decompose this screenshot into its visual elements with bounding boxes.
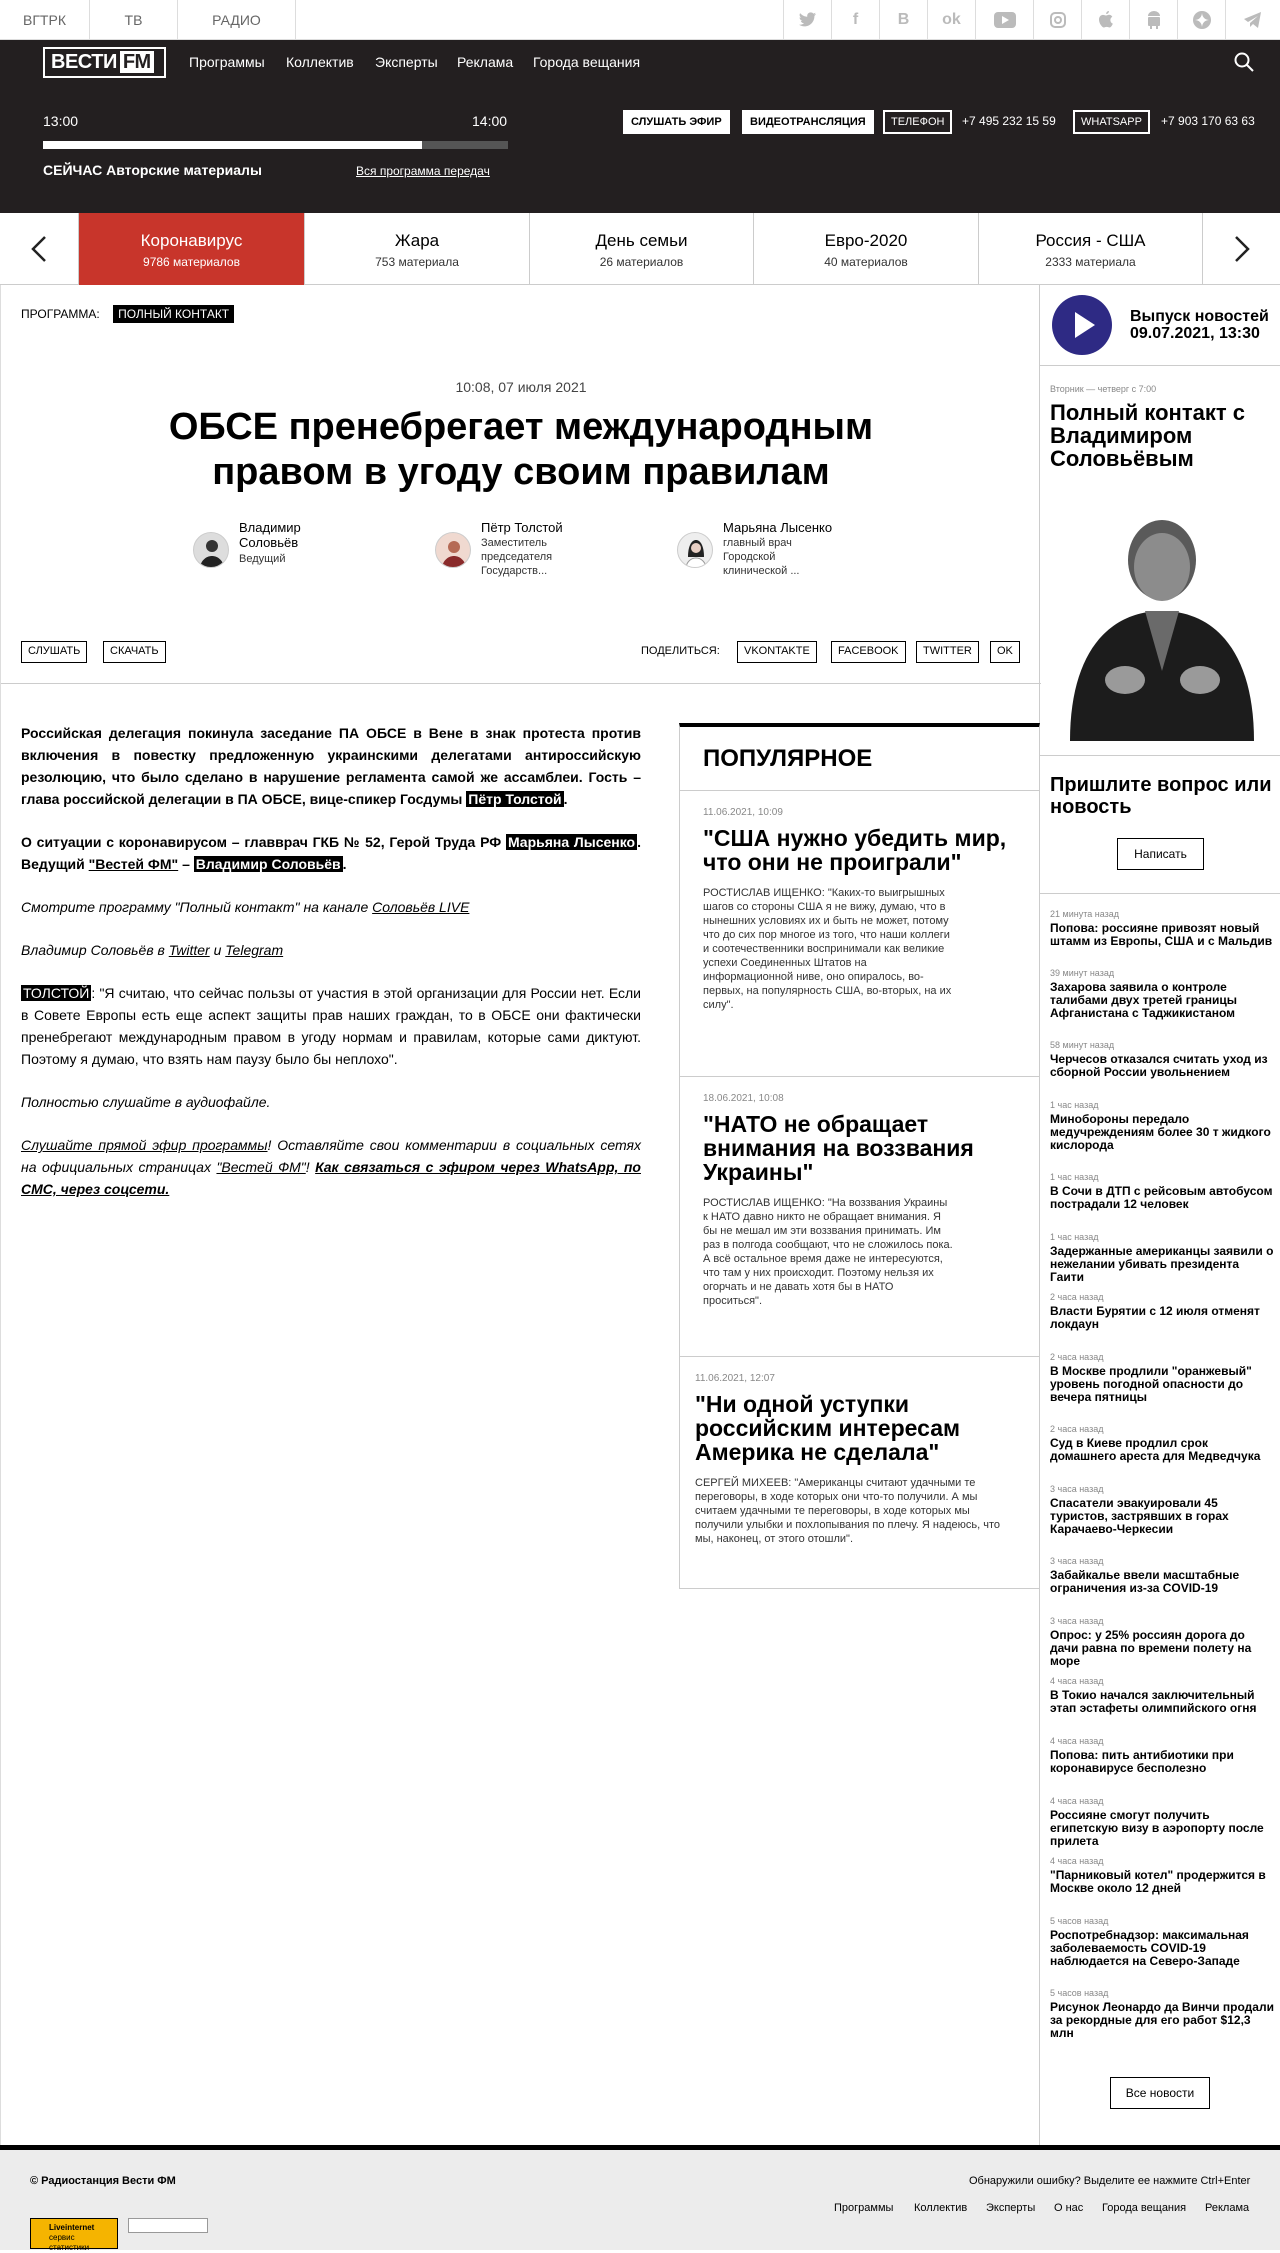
guest-link[interactable]: Пётр Толстой (468, 791, 562, 807)
paragraph-text: Российская делегация покинула заседание ПА ОБСЕ в Вене в знак протеста против включения в повестку предложенную украинскими делегатами антироссийскую резолюцию, что было сделано в нарушение регламента самой же ассамблеи. Гость – глава российской делегации в ПА ОБСЕ, вице-спикер Госдумы (21, 725, 641, 807)
news-title: Захарова заявила о контроле талибами двух третей границы Афганистана с Таджикистаном (1050, 980, 1237, 1020)
error-notice: Обнаружили ошибку? Выделите ее нажмите Ctrl+Enter (969, 2175, 1251, 2187)
sidebar (1040, 285, 1280, 2145)
avatar (677, 532, 713, 568)
news-title: Рисунок Леонардо да Винчи продали за рекордные для его работ $12,3 млн (1050, 2000, 1274, 2040)
news-title: В Москве продлили "оранжевый" уровень погодной опасности до вечера пятницы (1050, 1364, 1252, 1404)
zen-icon[interactable] (1177, 0, 1225, 40)
time-end: 14:00 (472, 113, 508, 129)
paragraph (21, 896, 641, 918)
news-title: Попова: пить антибиотики при коронавирусе бесполезно (1050, 1748, 1234, 1775)
news-item[interactable] (1050, 1676, 1276, 1715)
news-title: Суд в Киеве продлил срок домашнего ареста для Медведчука (1050, 1436, 1261, 1463)
news-title: В Сочи в ДТП с рейсовым автобусом пострадали 12 человек (1050, 1184, 1273, 1211)
news-item[interactable] (1050, 1988, 1276, 2040)
news-title: В Токио начался заключительный этап эстафеты олимпийского огня (1050, 1688, 1257, 1715)
logo[interactable] (43, 47, 166, 78)
ok-icon[interactable]: ok (927, 0, 975, 40)
news-item[interactable] (1050, 1292, 1276, 1331)
nav-team[interactable]: Коллектив (286, 54, 354, 70)
popular-date: 18.06.2021, 10:08 (703, 1093, 784, 1104)
logo-text-a: ВЕСТИ (51, 51, 117, 73)
instagram-icon[interactable] (1033, 0, 1081, 40)
paragraph: Полностью слушайте в аудиофайле. (21, 1094, 271, 1110)
news-title: Минобороны передало медучреждениям более 30 т жидкого кислорода (1050, 1112, 1271, 1152)
whatsapp-number[interactable]: +7 903 170 63 63 (1161, 114, 1255, 128)
popular-title: "НАТО не обращает внимания на воззвания Украины" (703, 1111, 974, 1185)
play-icon[interactable] (1052, 295, 1112, 355)
news-item[interactable] (1050, 1040, 1276, 1079)
avatar (193, 532, 229, 568)
program-title[interactable]: Полный контакт с Владимиром Соловьёвым (1050, 400, 1245, 471)
popular-title: "США нужно убедить мир, что они не проиграли" (703, 825, 1007, 875)
listen-button[interactable]: СЛУШАТЬ (21, 641, 87, 663)
author-card[interactable] (677, 520, 837, 590)
inline-link[interactable]: "Вестей ФМ" (216, 1159, 306, 1175)
news-time: 5 часов назад (1050, 1988, 1109, 1998)
popular-item[interactable] (680, 790, 1039, 1076)
topics-carousel (0, 213, 1280, 285)
youtube-icon[interactable] (975, 0, 1033, 40)
news-time: 1 час назад (1050, 1100, 1099, 1110)
news-title: Задержанные американцы заявили о нежелании убивать президента Гаити (1050, 1244, 1274, 1284)
logo-text-b: FM (120, 51, 154, 73)
next-arrow-icon[interactable] (1202, 213, 1280, 285)
progress-fill (43, 141, 422, 149)
news-time: 39 минут назад (1050, 968, 1115, 978)
copyright: © Радиостанция Вести ФМ (30, 2175, 176, 2187)
nav-experts[interactable]: Эксперты (375, 54, 438, 70)
twitter-icon[interactable] (783, 0, 831, 40)
footer-nav-cities[interactable]: Города вещания (1102, 2202, 1187, 2214)
topic-count: 753 материала (375, 255, 459, 269)
now-label: СЕЙЧАС (43, 162, 103, 178)
ask-title: Пришлите вопрос или новость (1050, 774, 1272, 818)
news-item[interactable] (1050, 1232, 1276, 1284)
apple-icon[interactable] (1081, 0, 1129, 40)
author-role: главный врач Городской клинической ... (723, 537, 800, 577)
liveinternet-counter[interactable] (30, 2218, 118, 2252)
divider (1040, 755, 1280, 756)
topic-item[interactable] (753, 213, 978, 285)
news-title: Черчесов отказался считать уход из сборной России увольнением (1050, 1052, 1268, 1079)
news-item[interactable] (1050, 1616, 1276, 1668)
popular-text: РОСТИСЛАВ ИЩЕНКО: "На воззвания Украины к НАТО давно никто не обращает внимания. Я бы не мешал им эти воззвания принимать. Им раз в полгода сообщают, что не сложилось пока. А всё остальное время даже не интересуются, что там у них происходит. Поэтому нельзя их огорчать и не давать хотя бы в НАТО проситься". (703, 1197, 953, 1307)
popular-heading: ПОПУЛЯРНОЕ (703, 745, 873, 772)
news-time: 2 часа назад (1050, 1352, 1104, 1362)
news-time: 21 минута назад (1050, 909, 1119, 919)
news-release[interactable] (1130, 308, 1269, 342)
inline-link[interactable]: Соловьёв LIVE (372, 899, 470, 915)
share-ok-button[interactable]: OK (990, 641, 1020, 663)
divider (1040, 365, 1280, 366)
topic-title: Евро-2020 (824, 231, 908, 250)
news-title: Забайкалье ввели масштабные ограничения из-за COVID-19 (1050, 1568, 1240, 1595)
topic-title: Коронавирус (140, 231, 243, 250)
news-title: Роспотребнадзор: максимальная заболеваемость COVID-19 наблюдается на Северо-Западе (1050, 1928, 1249, 1968)
whatsapp-label: WHATSAPP (1073, 110, 1150, 134)
paragraph (21, 1134, 641, 1200)
phone-label: ТЕЛЕФОН (883, 110, 952, 134)
android-icon[interactable] (1129, 0, 1177, 40)
nav-cities[interactable]: Города вещания (533, 54, 641, 70)
paragraph-text: – (178, 856, 194, 872)
topic-title: День семьи (595, 231, 688, 250)
topnav-radio[interactable]: РАДИО (178, 0, 296, 40)
news-item[interactable] (1050, 1100, 1276, 1152)
footer-nav-experts[interactable]: Эксперты (986, 2202, 1036, 2214)
popular-date: 11.06.2021, 12:07 (695, 1373, 775, 1384)
avatar (435, 532, 471, 568)
news-time: 4 часа назад (1050, 1796, 1104, 1806)
author-name: Марьяна Лысенко (723, 520, 833, 535)
popular-item[interactable] (680, 1356, 1039, 1589)
paragraph-text: : "Я считаю, что сейчас пользы от участия в этой организации для России нет. Если в Совете Европы есть еще аспект защиты прав наших граждан, то в ОБСЕ они фактически пренебрегают международным правом в угоду нормам и правилам, которые сами диктуют. Поэтому я думаю, что взять нам паузу было бы неплохо". (21, 985, 641, 1067)
paragraph: О ситуации с коронавирусом – главврач ГКБ № 52, Герой Труда РФ Марьяна Лысенко . Ведущий "Вестей ФМ" – Владимир Соловьёв . (21, 834, 641, 872)
counter-subtitle: сервис статистики (49, 2233, 90, 2252)
counter-name: Liveinternet (49, 2223, 95, 2232)
paragraph: Российская делегация покинула заседание ПА ОБСЕ в Вене в знак протеста против включения в повестку предложенную украинскими делегатами антироссийскую резолюцию, что было сделано в нарушение регламента самой же ассамблеи. Гость – глава российской делегации в ПА ОБСЕ, вице-спикер Госдумы Пётр Толстой . (21, 725, 641, 807)
news-time: 3 часа назад (1050, 1484, 1104, 1494)
news-time: 1 час назад (1050, 1172, 1099, 1182)
popular-block (679, 723, 1040, 1589)
news-item[interactable] (1050, 968, 1276, 1020)
live-player (0, 85, 1280, 213)
footer-nav-team[interactable]: Коллектив (914, 2202, 968, 2214)
topic-item[interactable] (78, 213, 304, 285)
share-label: ПОДЕЛИТЬСЯ: (641, 645, 720, 657)
topic-count: 2333 материала (1045, 255, 1136, 269)
news-item[interactable] (1050, 1424, 1276, 1463)
article-title: ОБСЕ пренебрегает международным правом в угоду своим правилам (168, 406, 874, 493)
topic-title: Жара (394, 231, 440, 250)
news-time: 5 часов назад (1050, 1916, 1109, 1926)
progress-track[interactable] (43, 141, 508, 149)
news-title: Попова: россияне привозят новый штамм из Европы, США и с Мальдив (1050, 921, 1273, 948)
all-news-button[interactable]: Все новости (1110, 2077, 1210, 2109)
news-title: Спасатели эвакуировали 45 туристов, застрявших в горах Карачаево-Черкесии (1050, 1496, 1229, 1536)
time-start: 13:00 (43, 113, 79, 129)
now-playing (43, 162, 262, 178)
inline-link[interactable]: Как связаться с эфиром через WhatsApp, по СМС, через соцсети. (21, 1159, 641, 1197)
divider (1, 683, 1041, 684)
news-time: 58 минут назад (1050, 1040, 1115, 1050)
facebook-icon[interactable]: f (831, 0, 879, 40)
topic-item[interactable] (304, 213, 529, 285)
video-button[interactable]: ВИДЕОТРАНСЛЯЦИЯ (742, 110, 874, 134)
schedule-link[interactable]: Вся программа передач (356, 164, 490, 178)
divider (1040, 893, 1280, 894)
download-button[interactable]: СКАЧАТЬ (103, 641, 166, 663)
now-title: Авторские материалы (106, 162, 262, 178)
news-item[interactable] (1050, 1916, 1276, 1968)
news-item[interactable] (1050, 1172, 1276, 1211)
author-name: Пётр Толстой (481, 520, 563, 535)
topic-count: 40 материалов (824, 255, 908, 269)
news-time: 4 часа назад (1050, 1856, 1104, 1866)
news-item[interactable] (1050, 909, 1276, 948)
paragraph-text: ! (305, 1159, 316, 1175)
news-title: "Парниковый котел" продержится в Москве около 12 дней (1050, 1868, 1266, 1895)
news-item[interactable] (1050, 1856, 1276, 1895)
inline-link[interactable]: Telegram (225, 942, 284, 958)
news-time: 1 час назад (1050, 1232, 1099, 1242)
news-item[interactable] (1050, 1484, 1276, 1536)
news-time: 4 часа назад (1050, 1676, 1104, 1686)
news-item[interactable] (1050, 1556, 1276, 1595)
topic-title: Россия - США (1035, 231, 1146, 250)
author-name: Владимир Соловьёв (239, 520, 301, 550)
program-row (21, 307, 234, 321)
footer-nav-ads[interactable]: Реклама (1205, 2202, 1250, 2214)
author-role: Ведущий (239, 553, 286, 565)
topic-count: 26 материалов (599, 255, 684, 269)
prev-arrow-icon[interactable] (0, 213, 78, 285)
write-button[interactable]: Написать (1117, 838, 1204, 870)
paragraph (21, 939, 641, 961)
speaker-tag[interactable]: ТОЛСТОЙ (23, 985, 90, 1001)
popular-title: "Ни одной уступки российским интересам Америка не сделала" (695, 1391, 961, 1465)
inline-link[interactable]: "Вестей ФМ" (88, 856, 179, 872)
vk-icon[interactable]: B (879, 0, 927, 40)
popular-date: 11.06.2021, 10:09 (703, 807, 783, 818)
paragraph-text: Смотрите программу "Полный контакт" на канале (21, 899, 373, 915)
article-body (21, 722, 641, 1221)
guest-link[interactable]: Марьяна Лысенко (507, 834, 636, 850)
share-vk-button[interactable]: VKONTAKTE (737, 641, 817, 663)
topic-item[interactable] (978, 213, 1202, 285)
listen-live-button[interactable]: СЛУШАТЬ ЭФИР (623, 110, 730, 134)
author-role: Заместитель председателя Государств... (481, 537, 553, 577)
news-title: Опрос: у 25% россиян дорога до дачи равна по времени полету на море (1050, 1628, 1252, 1668)
news-time: 4 часа назад (1050, 1736, 1104, 1746)
footer-nav-about[interactable]: О нас (1054, 2202, 1084, 2214)
footer (0, 2145, 1280, 2250)
inline-link[interactable]: Twitter (168, 942, 210, 958)
program-schedule: Вторник — четверг с 7:00 (1050, 384, 1157, 394)
site-header (0, 40, 1280, 85)
share-facebook-button[interactable]: FACEBOOK (831, 641, 906, 663)
topnav-vgtrk[interactable]: ВГТРК (0, 0, 90, 40)
inline-link[interactable]: Слушайте прямой эфир программы (21, 1137, 268, 1153)
phone-number[interactable]: +7 495 232 15 59 (962, 114, 1056, 128)
release-title: Выпуск новостей (1130, 308, 1269, 325)
news-item[interactable] (1050, 1796, 1276, 1848)
popular-text: РОСТИСЛАВ ИЩЕНКО: "Каких-то выигрышных шагов со стороны США я не вижу, думаю, что в нынешних условиях их и быть не может, потому что до сих пор многое из того, что наши коллеги и соотечественники воспринимали как великие успехи Соединенных Штатов на информационной ниве, оно опиралось, во-первых, на популярность США, во-вторых, на их силу". (703, 887, 952, 1011)
nav-programs[interactable]: Программы (189, 54, 265, 70)
topic-item[interactable] (529, 213, 753, 285)
news-item[interactable] (1050, 1736, 1276, 1775)
footer-nav-programs[interactable]: Программы (834, 2202, 894, 2214)
program-tag[interactable]: ПОЛНЫЙ КОНТАКТ (113, 305, 234, 323)
author-card[interactable] (435, 520, 595, 590)
search-icon[interactable] (1234, 52, 1254, 77)
paragraph-text: . Ведущий (21, 834, 641, 872)
nav-ads[interactable]: Реклама (457, 54, 514, 70)
paragraph-text: Владимир Соловьёв в (21, 942, 169, 958)
host-photo[interactable] (1050, 505, 1275, 741)
news-time: 2 часа назад (1050, 1424, 1104, 1434)
news-time: 3 часа назад (1050, 1556, 1104, 1566)
paragraph (21, 982, 641, 1070)
news-item[interactable] (1050, 1352, 1276, 1404)
news-time: 2 часа назад (1050, 1292, 1104, 1302)
popular-text: СЕРГЕЙ МИХЕЕВ: "Американцы считают удачными те переговоры, в ходе которых они что-то получили. А мы считаем удачными те переговоры, в ходе которых мы получили улыбки и похлопывания по плечу. Я надеюсь, что мы, наконец, от этого отошли". (695, 1477, 1000, 1545)
release-date: 09.07.2021, 13:30 (1130, 325, 1260, 342)
share-twitter-button[interactable]: TWITTER (916, 641, 979, 663)
paragraph-text: и (209, 942, 226, 958)
paragraph-text: ! Оставляйте свои комментарии в социальных сетях на официальных страницах (21, 1137, 641, 1175)
news-title: Россияне смогут получить египетскую визу в аэропорту после прилета (1050, 1808, 1264, 1848)
program-label: ПРОГРАММА: (21, 307, 100, 321)
host-link[interactable]: Владимир Соловьёв (195, 856, 341, 872)
author-card[interactable] (193, 520, 353, 590)
top-bar (0, 0, 1280, 40)
news-time: 3 часа назад (1050, 1616, 1104, 1626)
popular-item[interactable] (680, 1076, 1039, 1356)
counter-placeholder (128, 2218, 208, 2233)
topic-count: 9786 материалов (143, 255, 240, 269)
article-datetime: 10:08, 07 июля 2021 (455, 379, 587, 395)
news-title: Власти Бурятии с 12 июля отменят локдаун (1050, 1304, 1260, 1331)
topnav-tv[interactable]: ТВ (90, 0, 178, 40)
telegram-icon[interactable] (1225, 0, 1280, 40)
paragraph-text: О ситуации с коронавирусом – главврач ГКБ № 52, Герой Труда РФ (21, 834, 506, 850)
